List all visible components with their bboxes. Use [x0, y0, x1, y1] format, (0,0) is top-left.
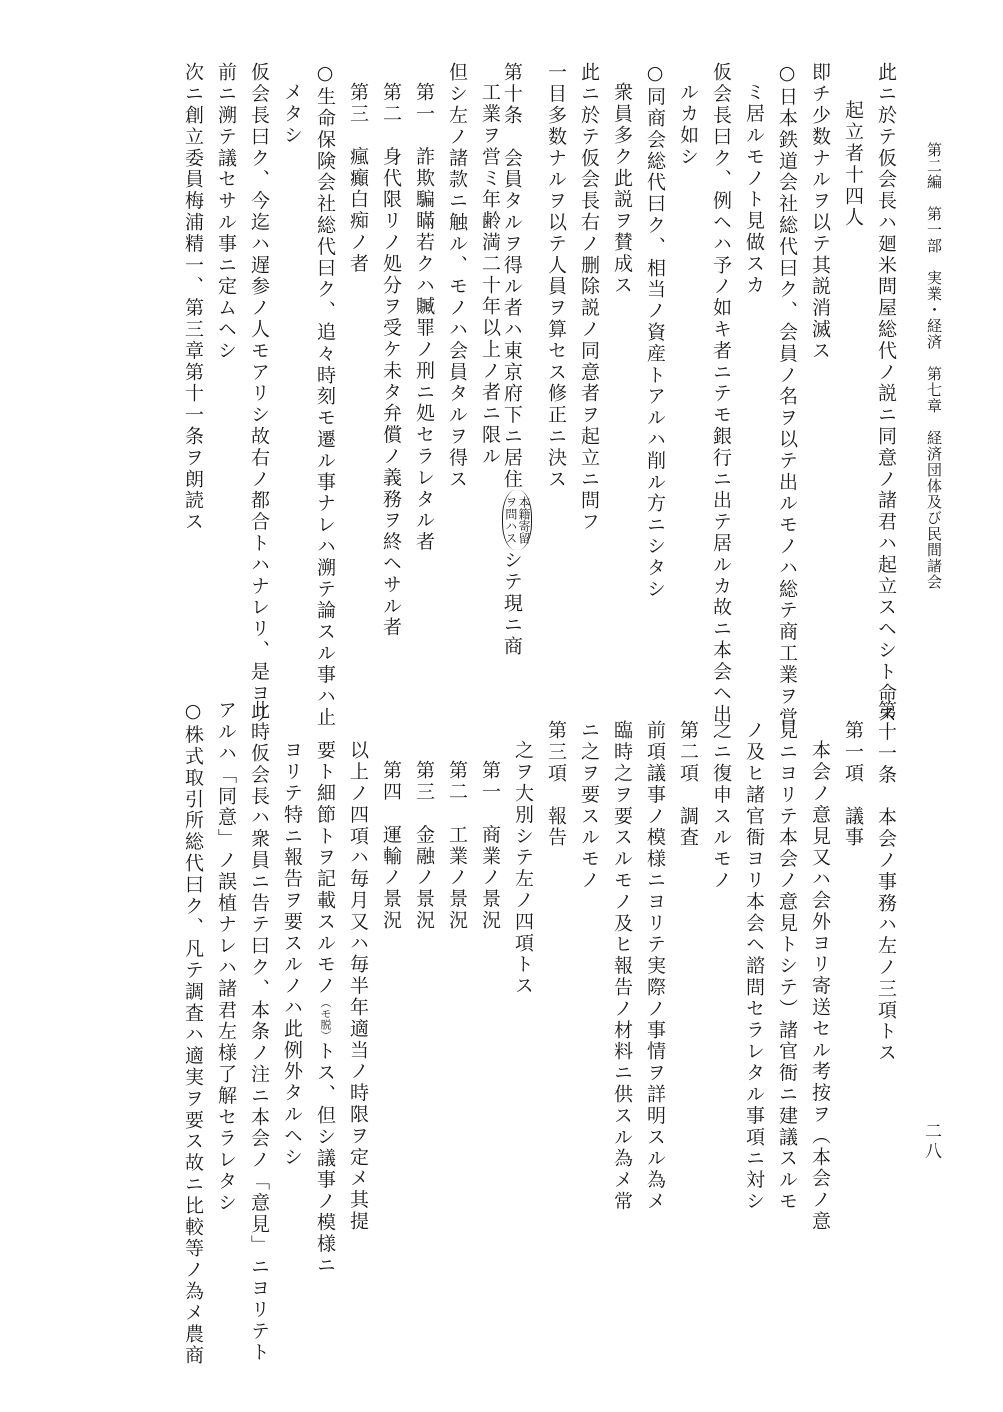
text-column: 第十一条 本会ノ事務ハ左ノ三項トス [875, 700, 897, 1064]
text-column: 第三項 報告 [545, 720, 567, 849]
text-column: 工業ヲ営ミ年齢満二十年以上ノ者ニ限ル [479, 82, 501, 468]
text-column: ノ及ヒ諸官衙ヨリ本会ヘ諮問セラレタル事項ニ対シ [743, 720, 765, 1213]
text-column: 但シ左ノ諸款ニ触ル、モノハ会員タルヲ得ス [446, 62, 468, 490]
text-column: 臨時之ヲ要スルモノ及ヒ報告ノ材料ニ供スル為メ常 [611, 720, 633, 1213]
text-column: 之ヲ大別シテ左ノ四項トス [512, 740, 534, 997]
text-column: ○同商会総代曰ク、相当ノ資産トアルハ削ル方ニシタシ [644, 62, 666, 600]
text-column: ニ之ヲ要スルモノ [578, 720, 600, 892]
text-column: 第三 金融ノ景況 [413, 760, 435, 932]
text-column: 仮会長曰ク、例ヘハ予ノ如キ者ニテモ銀行ニ出テ居ルカ故ニ本会ヘ出 [710, 62, 732, 726]
text-column: アルハ「同意」ノ誤植ナレハ諸君左様了解セラレタシ [215, 700, 237, 1214]
text-column: 仮会長曰ク、今迄ハ遅参ノ人モアリシ故右ノ都合トハナレリ、是ヨリ [248, 62, 270, 726]
text-column: ○日本鉄道会社総代曰ク、会員ノ名ヲ以テ出ルモノハ総テ商工業ヲ営 [776, 62, 798, 729]
page-number: 二八 [921, 1122, 941, 1162]
text-column: 此ニ於テ仮会長右ノ删除説ノ同意者ヲ起立ニ問フ [578, 62, 600, 533]
text-column: 第一 商業ノ景況 [479, 760, 501, 932]
text-column: 此ニ於テ仮会長ハ廻米問屋総代ノ説ニ同意ノ諸君ハ起立スヘシト命ス [875, 62, 897, 726]
text-column: ○株式取引所総代曰ク、凡テ調査ハ適実ヲ要ス故ニ比較等ノ為メ農商 [182, 700, 204, 1367]
inline-annotation [502, 490, 532, 550]
annotation-line: 本籍寄留 [517, 496, 531, 544]
report-text: トス、但シ議事ノ模様ニ [314, 1040, 336, 1277]
text-column [502, 62, 532, 657]
text-column: 此時仮会長ハ衆員ニ告テ曰ク、本条ノ注ニ本会ノ「意見」ニヨリテト [248, 700, 270, 1364]
text-column: 前ニ溯テ議セサル事ニ定ムヘシ [215, 62, 237, 362]
text-column: ○生命保険会社総代曰ク、追々時刻モ遷ル事ナレハ溯テ論スル事ハ止 [314, 62, 336, 729]
text-column: 一目多数ナルヲ以テ人員ヲ算セス修正ニ決ス [545, 62, 567, 490]
text-column: ヨリテ特ニ報告ヲ要スルノハ此例外タルヘシ [281, 740, 303, 1168]
text-column: メタシ [281, 82, 303, 147]
text-column: 第四 運輸ノ景況 [380, 760, 402, 932]
running-header: 第二編 第一部 実業・経済 第七章 経済団体及び民間諸会 [925, 142, 943, 590]
article-ten-text: シテ現ニ商 [500, 550, 523, 657]
article-ten-text: 第十条 会員タルヲ得ル者ハ東京府下ニ居住 [500, 62, 523, 490]
text-column: 第二 身代限リノ処分ヲ受ケ未タ弁償ノ義務ヲ終ヘサル者 [380, 82, 402, 639]
text-column: 第二 工業ノ景況 [446, 760, 468, 932]
text-column: 本会ノ意見又ハ会外ヨリ寄送セル考按ヲ（本会ノ意 [809, 740, 831, 1233]
text-column: 前項議事ノ模様ニヨリテ実際ノ事情ヲ詳明スル為メ [644, 720, 666, 1213]
text-column: ミ居ルモノト見做スカ [743, 82, 765, 296]
report-text: 要ト細節トヲ記載スルモノ [314, 740, 336, 997]
text-column: 衆員多ク此説ヲ賛成ス [611, 82, 633, 296]
text-column: 以上ノ四項ハ毎月又ハ毎半年適当ノ時限ヲ定メ其提 [347, 740, 369, 1233]
text-column: 第一項 議事 [842, 720, 864, 849]
annotation-line: ヲ問ハス [503, 496, 518, 544]
text-column: 第三 瘋癲白痴ノ者 [347, 82, 369, 275]
text-column: 第一 詐欺騙瞞若クハ贓罪ノ刑ニ処セラレタル者 [413, 82, 435, 553]
text-column: 次ニ創立委員梅浦精一、第三章第十一条ヲ朗読ス [182, 62, 204, 533]
text-column: 見ニヨリテ本会ノ意見トシテ）諸官衙ニ建議スルモ [776, 720, 798, 1213]
inline-annotation: （モ脱） [319, 996, 332, 1041]
text-column: 即チ少数ナルヲ以テ其説消滅ス [809, 62, 831, 362]
text-column: 起立者十四人 [842, 100, 864, 229]
text-column [315, 740, 334, 1276]
text-column: ルカ如シ [677, 82, 699, 168]
text-column: 之ニ復申スルモノ [710, 720, 732, 892]
text-column: 第二項 調査 [677, 720, 699, 849]
